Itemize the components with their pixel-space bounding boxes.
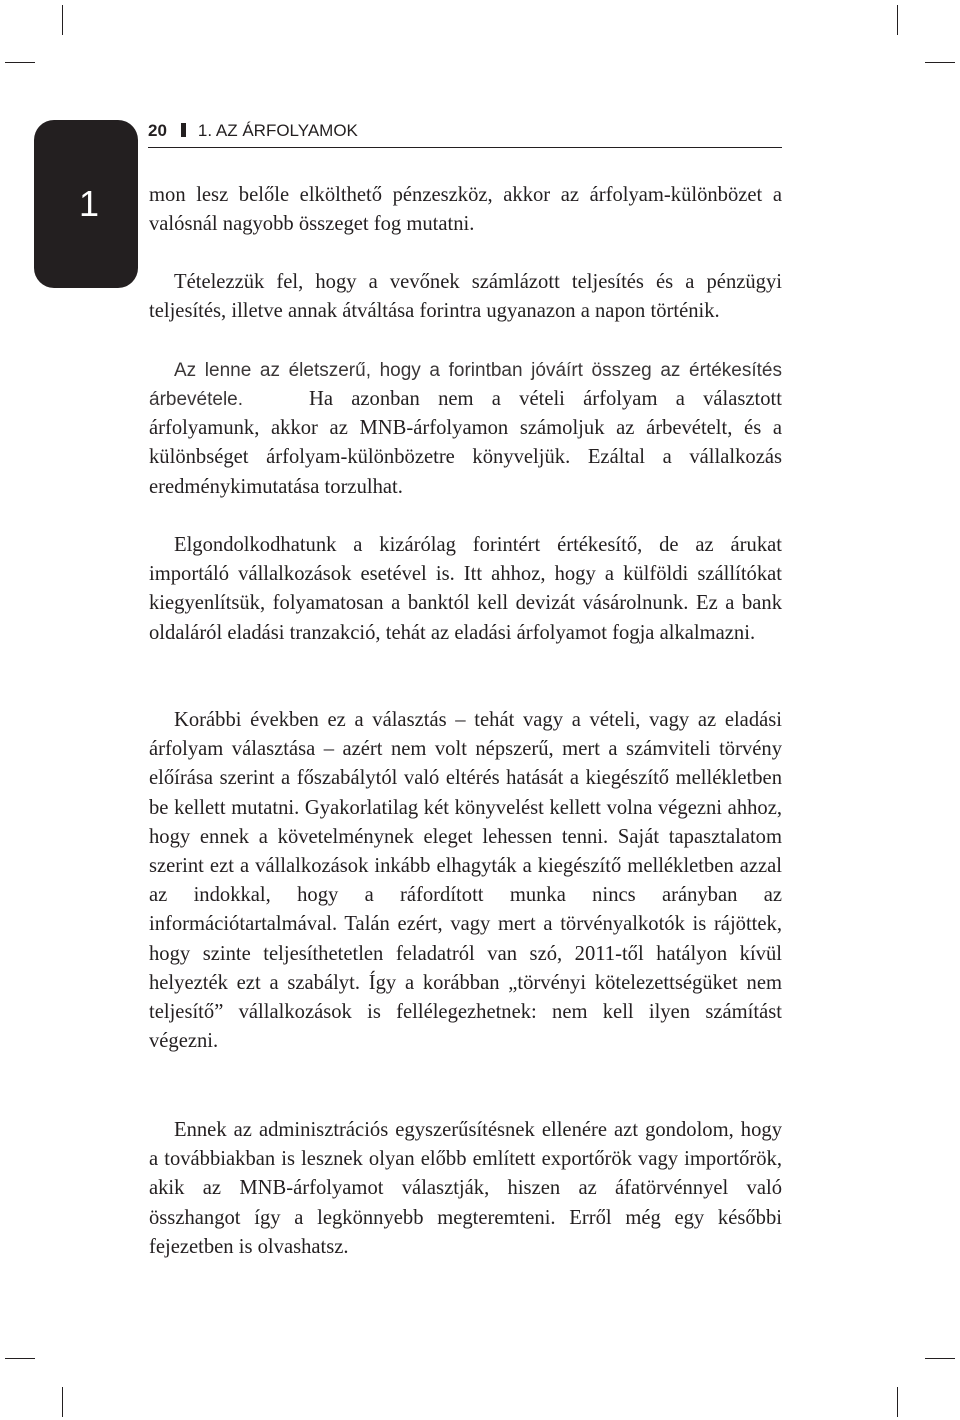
paragraph-history: Korábbi években ez a választás – tehát vagy a vételi, vagy az eladási árfolyam választása – azért nem volt népszerű, mert a számviteli törvény előírása szerint a főszabálytól való eltérés hatását a kiegészítő mellékletben be kellett mutatni. Gyakorlatilag két könyvelést kellett volna végezni ahhoz, hogy ennek a követelménynek eleget lehessen tenni. Saját tapasztalatom szerint ezt a vállalkozások inkább elhagyták a kiegészítő mellékletben azzal az indokkal, hogy a ráfordított munka nincs arányban az információtartalmával. Talán ezért, vagy mert a törvényalkotók is rájöttek, hogy szinte teljesíthetetlen feladatról van szó, 2011-től hatályon kívül helyezték ezt a szabályt. Így a korábban „törvényi kötelezettségüket nem teljesítő” vállalkozások is fellélegezhetnek: nem kell ilyen számítást végezni.	[149, 709, 782, 1053]
crop-mark-bottom-left	[5, 1358, 35, 1359]
chapter-title: 1. AZ ÁRFOLYAMOK	[197, 121, 358, 140]
paragraph-sentence-2: Ha azonban nem a vételi árfolyam a választott árfolyamunk, akkor az MNB-árfolyamon számoljuk az árbevételt, és a különbséget árfolyam-különbözetre könyveljük. Ezáltal a vállalkozás eredménykimutatása torzulhat.	[149, 388, 782, 498]
paragraph-sentence-1: Az lenne az életszerű, hogy a forintban jóváírt összeg az értékesítés árbevétele.	[149, 360, 782, 411]
paragraph-assumption: Tételezzük fel, hogy a vevőnek számlázott teljesítés és a pénzügyi teljesítés, illetve annak átváltása forintra ugyanazon a napon történik.	[149, 271, 782, 323]
crop-mark-top-left	[62, 5, 63, 35]
crop-mark-bottom-right	[897, 1387, 898, 1417]
crop-mark-top-right	[897, 5, 898, 35]
crop-mark-top-left	[5, 62, 35, 63]
paragraph-import: Elgondolkodhatunk a kizárólag forintért értékesítő, de az árukat importáló vállalkozások esetével is. Itt ahhoz, hogy a külföldi szállítókat kiegyenlítsük, folyamatosan a banktól kell devizát vásárolnunk. Ez a bank oldaláról eladási tranzakció, tehát az eladási árfolyamot fogja alkalmazni.	[149, 534, 782, 644]
chapter-tab-number: 1	[78, 183, 100, 224]
page-number: 20	[148, 121, 167, 140]
crop-mark-bottom-left	[62, 1387, 63, 1417]
crop-mark-top-right	[925, 62, 955, 63]
paragraph-conclusion: Ennek az adminisztrációs egyszerűsítésnek ellenére azt gondolom, hogy a továbbiakban is lesznek olyan előbb említett exportőrök vagy importőrök, akik az MNB-árfolyamot választják, hiszen az áfatörvénnyel való összhangot így a legkönnyebb megteremteni. Erről még egy későbbi fejezetben is olvashatsz.	[149, 1119, 782, 1258]
paragraph-continuation: mon lesz belőle elkölthető pénzeszköz, akkor az árfolyam-különbözet a valósnál nagyobb összeget fog mutatni.	[149, 184, 782, 236]
header-separator	[181, 123, 186, 137]
crop-mark-bottom-right	[925, 1358, 955, 1359]
running-header	[148, 119, 782, 148]
